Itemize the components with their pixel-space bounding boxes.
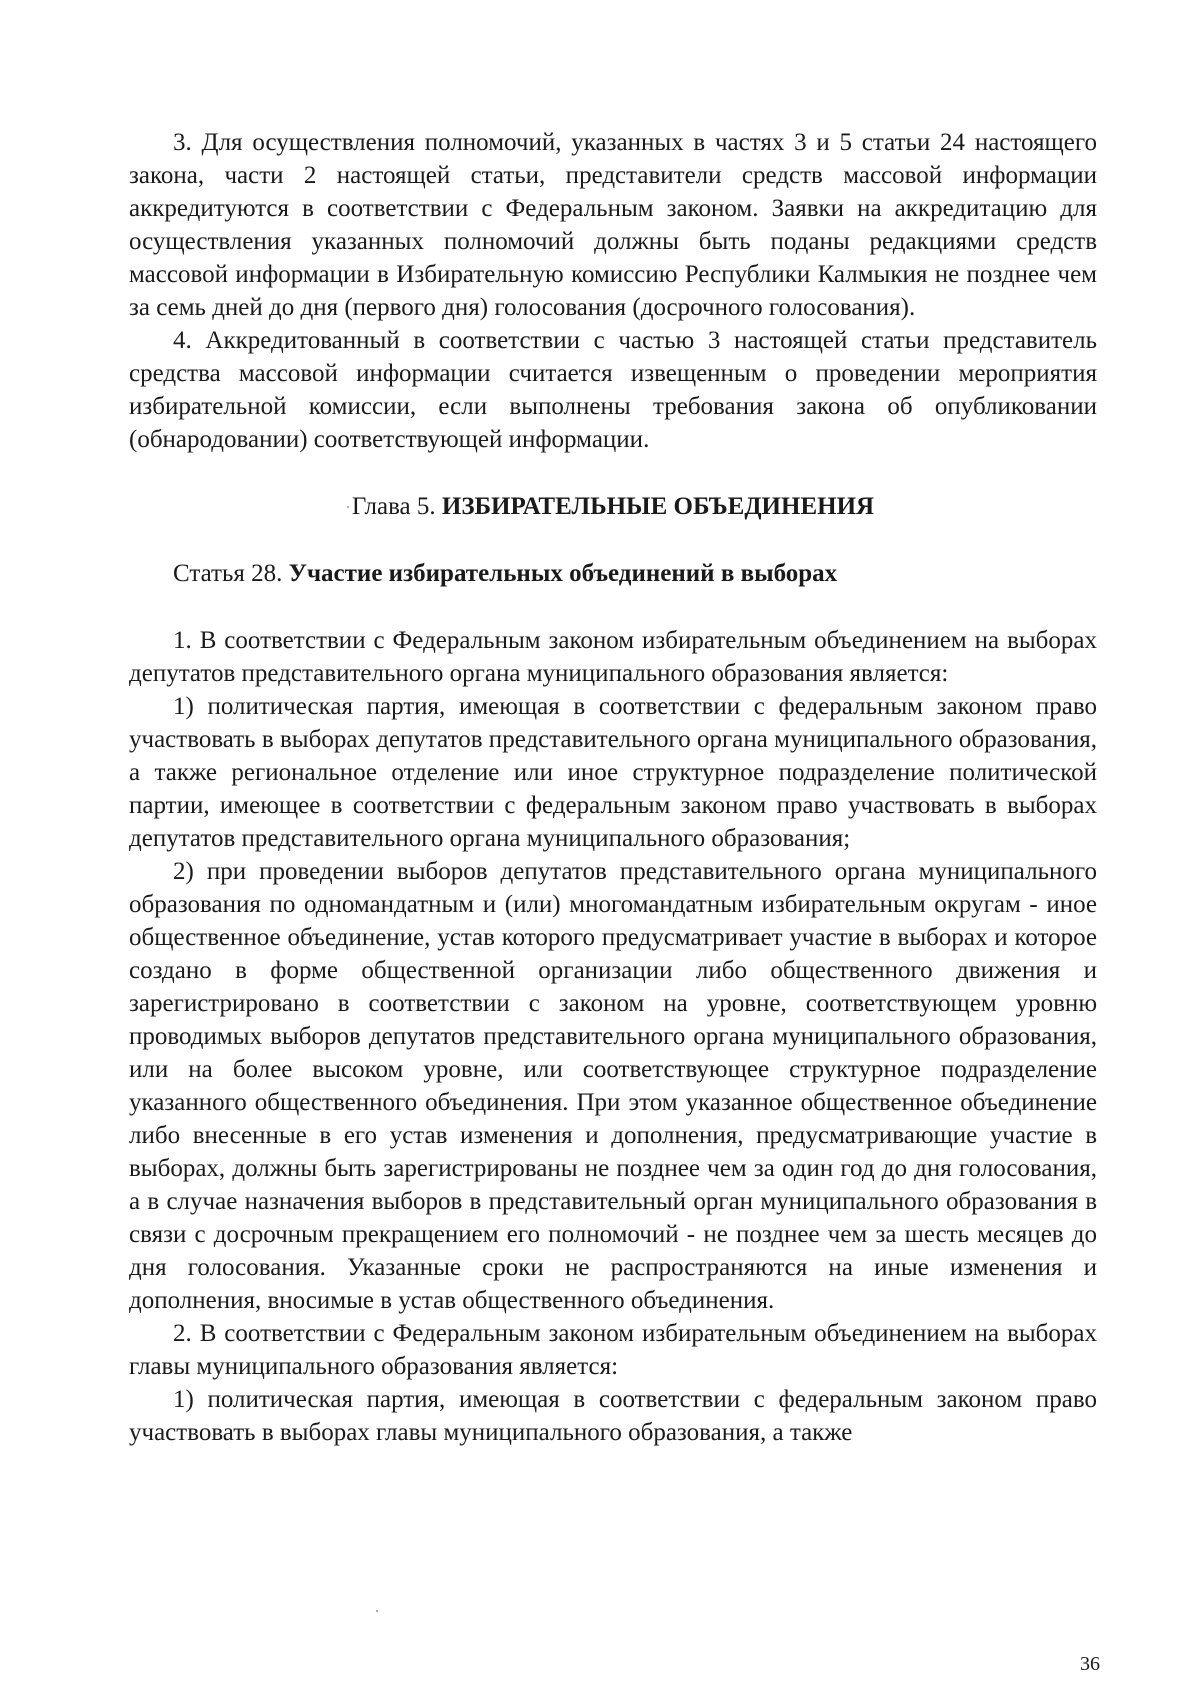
scan-speck (376, 1610, 378, 1612)
article-title: Участие избирательных объединений в выборах (288, 560, 838, 587)
paragraph-1-2-public-association: 2) при проведении выборов депутатов представительного органа муниципального образования по одномандатным и (или) многомандатным избирательным округам - иное общественное объединение, устав которого предусматривает участие в выборах и которое создано в форме общественной организации либо общественного движения и зарегистрировано в соответствии с законом на уровне, соответствующем уровню проводимых выборов депутатов представительного органа муниципального образования, или на более высоком уровне, или соответствующее структурное подразделение указанного общественного объединения. При этом указанное общественное объединение либо внесенные в его устав изменения и дополнения, предусматривающие участие в выборах, должны быть зарегистрированы не позднее чем за один год до дня голосования, а в случае назначения выборов в представительный орган муниципального образования в связи с досрочным прекращением его полномочий - не позднее чем за шесть месяцев до дня голосования. Указанные сроки не распространяются на иные изменения и дополнения, вносимые в устав общественного объединения. (129, 858, 1097, 1314)
document-body (129, 126, 1097, 1449)
chapter-title: ИЗБИРАТЕЛЬНЫЕ ОБЪЕДИНЕНИЯ (441, 493, 875, 520)
paragraph-2-1-political-party: 1) политическая партия, имеющая в соответствии с федеральным законом право участвовать в выборах главы муниципального образования, а также (129, 1386, 1097, 1446)
article-heading (129, 557, 1097, 590)
paragraph-4-accredited-representative: 4. Аккредитованный в соответствии с частью 3 настоящей статьи представитель средства массовой информации считается извещенным о проведении мероприятия избирательной комиссии, если выполнены требования закона об опубликовании (обнародовании) соответствующей информации. (129, 327, 1097, 453)
article-prefix: Статья 28. (173, 560, 289, 587)
scan-speck (347, 506, 349, 508)
paragraph-1-deputies-election: 1. В соответствии с Федеральным законом избирательным объединением на выборах депутатов представительного органа муниципального образования является: (129, 627, 1097, 687)
paragraph-1-1-political-party: 1) политическая партия, имеющая в соответствии с федеральным законом право участвовать в выборах депутатов представительного органа муниципального образования, а также региональное отделение или иное структурное подразделение политической партии, имеющее в соответствии с федеральным законом право участвовать в выборах депутатов представительного органа муниципального образования; (129, 693, 1097, 852)
paragraph-3-accreditation: 3. Для осуществления полномочий, указанных в частях 3 и 5 статьи 24 настоящего закона, части 2 настоящей статьи, представители средств массовой информации аккредитуются в соответствии с Федеральным законом. Заявки на аккредитацию для осуществления указанных полномочий должны быть поданы редакциями средств массовой информации в Избирательную комиссию Республики Калмыкия не позднее чем за семь дней до дня (первого дня) голосования (досрочного голосования). (129, 129, 1097, 321)
page-number: 36 (1080, 1653, 1100, 1675)
chapter-heading (129, 490, 1097, 523)
chapter-prefix: Глава 5. (351, 493, 442, 520)
paragraph-2-head-election: 2. В соответствии с Федеральным законом избирательным объединением на выборах главы муниципального образования является: (129, 1320, 1097, 1380)
